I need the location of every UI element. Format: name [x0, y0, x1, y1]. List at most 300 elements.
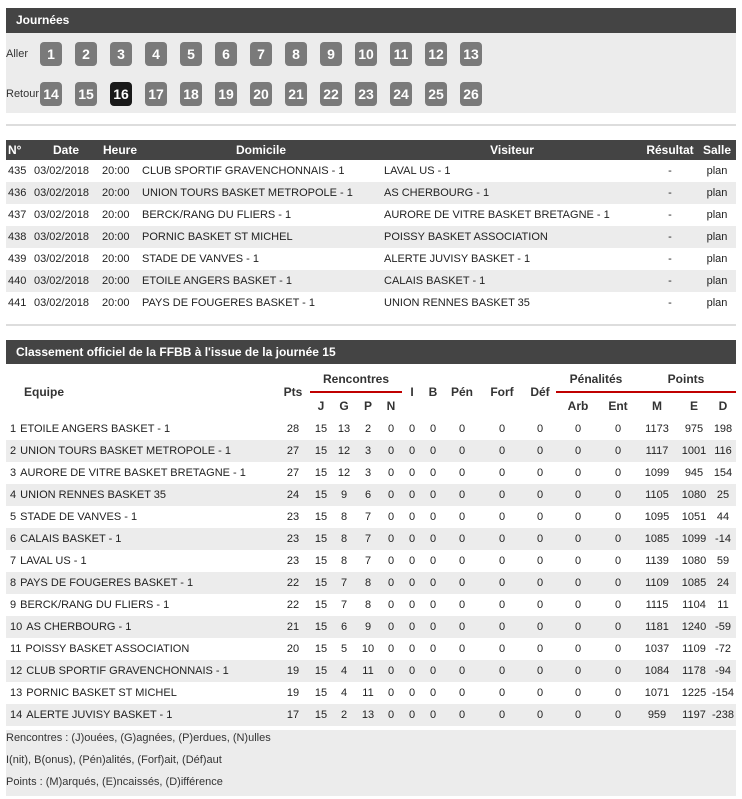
standings-b: 0 — [422, 440, 444, 462]
standings-e: 1099 — [678, 528, 710, 550]
standings-i: 0 — [402, 528, 422, 550]
standings-j: 15 — [310, 660, 332, 682]
standings-pts: 27 — [276, 462, 310, 484]
match-date: 03/02/2018 — [32, 248, 100, 270]
standings-e: 1080 — [678, 484, 710, 506]
standings-pen: 0 — [444, 462, 480, 484]
standings-n: 0 — [380, 440, 402, 462]
standings-i: 0 — [402, 594, 422, 616]
match-row — [6, 160, 736, 182]
standings-p: 11 — [356, 682, 380, 704]
matches-table — [6, 140, 736, 314]
standings-arb: 0 — [556, 462, 600, 484]
standings-team — [6, 528, 276, 550]
standings-pen: 0 — [444, 682, 480, 704]
standings-ent: 0 — [600, 572, 636, 594]
standings-m: 1037 — [636, 638, 678, 660]
col-time: Heure — [100, 140, 140, 160]
standings-b: 0 — [422, 572, 444, 594]
standings-forf: 0 — [480, 462, 524, 484]
standings-j: 15 — [310, 638, 332, 660]
standings-rank: 2 — [10, 445, 17, 457]
standings-table — [6, 366, 736, 726]
standings-pen: 0 — [444, 440, 480, 462]
match-away-team: AS CHERBOURG - 1 — [382, 182, 642, 204]
standings-ent: 0 — [600, 506, 636, 528]
standings-pts: 17 — [276, 704, 310, 726]
match-home-team: PORNIC BASKET ST MICHEL — [140, 226, 382, 248]
standings-n: 0 — [380, 594, 402, 616]
standings-row — [6, 572, 736, 594]
standings-g: 7 — [332, 594, 356, 616]
standings-ent: 0 — [600, 484, 636, 506]
match-number: 437 — [6, 204, 32, 226]
standings-n: 0 — [380, 638, 402, 660]
standings-n: 0 — [380, 506, 402, 528]
standings-e: 1178 — [678, 660, 710, 682]
standings-def: 0 — [524, 418, 556, 440]
standings-p: 6 — [356, 484, 380, 506]
standings-d: -59 — [710, 616, 736, 638]
standings-m: 1099 — [636, 462, 678, 484]
col-num: N° — [6, 140, 32, 160]
standings-ent: 0 — [600, 594, 636, 616]
retour-row — [6, 79, 736, 109]
col-g: G — [339, 398, 349, 413]
round-button[interactable]: 23 — [355, 82, 377, 106]
match-venue-link[interactable]: plan — [698, 248, 736, 270]
standings-j: 15 — [310, 550, 332, 572]
standings-e: 1051 — [678, 506, 710, 528]
standings-forf: 0 — [480, 528, 524, 550]
match-time: 20:00 — [100, 160, 140, 182]
match-number: 439 — [6, 248, 32, 270]
standings-d: 44 — [710, 506, 736, 528]
standings-def: 0 — [524, 484, 556, 506]
standings-row — [6, 638, 736, 660]
retour-label: Retour — [6, 88, 40, 100]
round-button[interactable]: 20 — [250, 82, 272, 106]
standings-g: 12 — [332, 440, 356, 462]
standings-team — [6, 550, 276, 572]
standings-g: 6 — [332, 616, 356, 638]
standings-i: 0 — [402, 462, 422, 484]
round-button[interactable]: 4 — [145, 42, 167, 66]
round-button[interactable]: 2 — [75, 42, 97, 66]
standings-m: 1181 — [636, 616, 678, 638]
col-init: I — [410, 385, 414, 399]
standings-i: 0 — [402, 682, 422, 704]
standings-m: 1084 — [636, 660, 678, 682]
standings-def: 0 — [524, 682, 556, 704]
standings-p: 3 — [356, 440, 380, 462]
standings-team-name: CALAIS BASKET - 1 — [20, 533, 122, 545]
standings-arb: 0 — [556, 418, 600, 440]
standings-team — [6, 484, 276, 506]
standings-team-name: AURORE DE VITRE BASKET BRETAGNE - 1 — [20, 467, 246, 479]
round-button[interactable]: 8 — [285, 42, 307, 66]
standings-m: 1115 — [636, 594, 678, 616]
standings-def: 0 — [524, 572, 556, 594]
standings-d: 25 — [710, 484, 736, 506]
standings-d: 59 — [710, 550, 736, 572]
standings-team-name: ETOILE ANGERS BASKET - 1 — [20, 423, 171, 435]
standings-arb: 0 — [556, 484, 600, 506]
standings-pen: 0 — [444, 616, 480, 638]
standings-e: 1104 — [678, 594, 710, 616]
standings-m: 1085 — [636, 528, 678, 550]
standings-arb: 0 — [556, 594, 600, 616]
standings-row — [6, 418, 736, 440]
standings-def: 0 — [524, 704, 556, 726]
standings-d: -14 — [710, 528, 736, 550]
standings-g: 8 — [332, 506, 356, 528]
match-row — [6, 292, 736, 314]
standings-rank: 3 — [10, 467, 17, 479]
standings-rank: 8 — [10, 577, 17, 589]
standings-e: 1109 — [678, 638, 710, 660]
standings-p: 7 — [356, 506, 380, 528]
standings-j: 15 — [310, 528, 332, 550]
journees-header: Journées — [6, 8, 736, 33]
match-time: 20:00 — [100, 182, 140, 204]
standings-n: 0 — [380, 528, 402, 550]
round-button[interactable]: 21 — [285, 82, 307, 106]
standings-i: 0 — [402, 638, 422, 660]
col-m: M — [652, 398, 662, 413]
standings-b: 0 — [422, 682, 444, 704]
standings-forf: 0 — [480, 594, 524, 616]
standings-i: 0 — [402, 704, 422, 726]
standings-rank: 1 — [10, 423, 17, 435]
round-button[interactable]: 19 — [215, 82, 237, 106]
standings-arb: 0 — [556, 528, 600, 550]
match-home-team: CLUB SPORTIF GRAVENCHONNAIS - 1 — [140, 160, 382, 182]
standings-g: 4 — [332, 682, 356, 704]
standings-j: 15 — [310, 484, 332, 506]
standings-forf: 0 — [480, 638, 524, 660]
col-j: J — [317, 398, 325, 413]
journees-selector — [6, 33, 736, 113]
col-away: Visiteur — [382, 140, 642, 160]
standings-rank: 13 — [10, 687, 23, 699]
col-date: Date — [32, 140, 100, 160]
standings-def: 0 — [524, 550, 556, 572]
standings-forf: 0 — [480, 484, 524, 506]
standings-i: 0 — [402, 418, 422, 440]
standings-g: 13 — [332, 418, 356, 440]
col-home: Domicile — [140, 140, 382, 160]
standings-pts: 19 — [276, 660, 310, 682]
standings-arb: 0 — [556, 440, 600, 462]
standings-row — [6, 528, 736, 550]
standings-b: 0 — [422, 704, 444, 726]
standings-g: 5 — [332, 638, 356, 660]
standings-arb: 0 — [556, 550, 600, 572]
standings-p: 9 — [356, 616, 380, 638]
match-number: 435 — [6, 160, 32, 182]
standings-forf: 0 — [480, 506, 524, 528]
match-venue-link[interactable]: plan — [698, 270, 736, 292]
standings-n: 0 — [380, 572, 402, 594]
standings-n: 0 — [380, 682, 402, 704]
match-number: 441 — [6, 292, 32, 314]
standings-m: 1105 — [636, 484, 678, 506]
standings-def: 0 — [524, 528, 556, 550]
match-home-team: UNION TOURS BASKET METROPOLE - 1 — [140, 182, 382, 204]
matches-header-row — [6, 140, 736, 160]
match-venue-link[interactable]: plan — [698, 182, 736, 204]
standings-n: 0 — [380, 550, 402, 572]
standings-d: -94 — [710, 660, 736, 682]
standings-team — [6, 704, 276, 726]
col-group-points: Points — [636, 366, 736, 392]
standings-e: 1080 — [678, 550, 710, 572]
standings-team-name: LAVAL US - 1 — [20, 555, 87, 567]
match-result: - — [642, 182, 698, 204]
standings-team — [6, 594, 276, 616]
standings-row — [6, 594, 736, 616]
standings-header: Classement officiel de la FFBB à l'issue de la journée 15 — [6, 340, 736, 364]
standings-n: 0 — [380, 704, 402, 726]
round-button[interactable]: 6 — [215, 42, 237, 66]
standings-g: 9 — [332, 484, 356, 506]
standings-team-name: UNION RENNES BASKET 35 — [20, 489, 167, 501]
match-away-team: UNION RENNES BASKET 35 — [382, 292, 642, 314]
col-arb: Arb — [567, 398, 589, 413]
match-away-team: LAVAL US - 1 — [382, 160, 642, 182]
standings-j: 15 — [310, 616, 332, 638]
standings-team — [6, 440, 276, 462]
round-button[interactable]: 26 — [460, 82, 482, 106]
match-venue-link[interactable]: plan — [698, 204, 736, 226]
match-home-team: STADE DE VANVES - 1 — [140, 248, 382, 270]
standings-i: 0 — [402, 484, 422, 506]
col-def: Déf — [530, 385, 550, 399]
round-button[interactable]: 13 — [460, 42, 482, 66]
standings-rank: 12 — [10, 665, 23, 677]
standings-b: 0 — [422, 660, 444, 682]
standings-def: 0 — [524, 660, 556, 682]
standings-pts: 27 — [276, 440, 310, 462]
standings-g: 2 — [332, 704, 356, 726]
standings-ent: 0 — [600, 660, 636, 682]
standings-p: 13 — [356, 704, 380, 726]
standings-pts: 28 — [276, 418, 310, 440]
standings-team-name: ALERTE JUVISY BASKET - 1 — [26, 709, 173, 721]
round-button[interactable]: 17 — [145, 82, 167, 106]
round-button[interactable]: 1 — [40, 42, 62, 66]
standings-pen: 0 — [444, 550, 480, 572]
standings-n: 0 — [380, 484, 402, 506]
standings-pen: 0 — [444, 660, 480, 682]
standings-rank: 5 — [10, 511, 17, 523]
standings-j: 15 — [310, 594, 332, 616]
aller-row — [6, 39, 736, 69]
standings-row — [6, 704, 736, 726]
standings-b: 0 — [422, 638, 444, 660]
standings-rank: 10 — [10, 621, 23, 633]
match-date: 03/02/2018 — [32, 204, 100, 226]
standings-ent: 0 — [600, 440, 636, 462]
standings-m: 959 — [636, 704, 678, 726]
standings-e: 1225 — [678, 682, 710, 704]
standings-j: 15 — [310, 462, 332, 484]
col-n: N — [386, 398, 396, 413]
match-result: - — [642, 292, 698, 314]
col-d: D — [718, 398, 728, 413]
standings-pen: 0 — [444, 704, 480, 726]
standings-row — [6, 462, 736, 484]
legend — [6, 730, 736, 796]
round-button[interactable]: 11 — [390, 42, 412, 66]
match-row — [6, 226, 736, 248]
round-button[interactable]: 25 — [425, 82, 447, 106]
round-button[interactable]: 18 — [180, 82, 202, 106]
standings-arb: 0 — [556, 506, 600, 528]
standings-ent: 0 — [600, 418, 636, 440]
match-row — [6, 204, 736, 226]
standings-row — [6, 440, 736, 462]
standings-g: 12 — [332, 462, 356, 484]
match-date: 03/02/2018 — [32, 160, 100, 182]
standings-forf: 0 — [480, 616, 524, 638]
match-away-team: CALAIS BASKET - 1 — [382, 270, 642, 292]
standings-e: 1085 — [678, 572, 710, 594]
standings-e: 975 — [678, 418, 710, 440]
round-button[interactable]: 5 — [180, 42, 202, 66]
standings-team-name: BERCK/RANG DU FLIERS - 1 — [20, 599, 170, 611]
standings-row — [6, 616, 736, 638]
standings-n: 0 — [380, 660, 402, 682]
round-button[interactable]: 9 — [320, 42, 342, 66]
standings-forf: 0 — [480, 704, 524, 726]
round-button[interactable]: 12 — [425, 42, 447, 66]
match-result: - — [642, 160, 698, 182]
standings-team-name: CLUB SPORTIF GRAVENCHONNAIS - 1 — [26, 665, 229, 677]
standings-j: 15 — [310, 506, 332, 528]
standings-team-name: AS CHERBOURG - 1 — [26, 621, 132, 633]
standings-rank: 11 — [10, 643, 22, 655]
standings-team — [6, 616, 276, 638]
standings-def: 0 — [524, 506, 556, 528]
standings-p: 7 — [356, 528, 380, 550]
standings-forf: 0 — [480, 572, 524, 594]
legend-rencontres: Rencontres : (J)ouées, (G)agnées, (P)erdues, (N)ulles — [6, 732, 271, 744]
standings-row — [6, 660, 736, 682]
standings-d: -72 — [710, 638, 736, 660]
standings-b: 0 — [422, 462, 444, 484]
standings-forf: 0 — [480, 440, 524, 462]
standings-i: 0 — [402, 660, 422, 682]
legend-columns: I(nit), B(onus), (Pén)alités, (Forf)ait, (Déf)aut — [6, 754, 222, 766]
col-result: Résultat — [642, 140, 698, 160]
match-result: - — [642, 248, 698, 270]
standings-m: 1071 — [636, 682, 678, 704]
match-venue-link[interactable]: plan — [698, 292, 736, 314]
standings-pts: 22 — [276, 572, 310, 594]
round-button[interactable]: 16 — [110, 82, 132, 106]
standings-pen: 0 — [444, 594, 480, 616]
col-pts: Pts — [283, 385, 303, 399]
match-venue-link[interactable]: plan — [698, 226, 736, 248]
col-team: Equipe — [24, 385, 65, 399]
round-button[interactable]: 24 — [390, 82, 412, 106]
standings-pen: 0 — [444, 572, 480, 594]
round-button[interactable]: 7 — [250, 42, 272, 66]
standings-team — [6, 572, 276, 594]
standings-team-name: STADE DE VANVES - 1 — [20, 511, 138, 523]
standings-g: 7 — [332, 572, 356, 594]
standings-def: 0 — [524, 462, 556, 484]
match-number: 436 — [6, 182, 32, 204]
standings-forf: 0 — [480, 660, 524, 682]
round-button[interactable]: 3 — [110, 42, 132, 66]
standings-rank: 6 — [10, 533, 17, 545]
match-home-team: ETOILE ANGERS BASKET - 1 — [140, 270, 382, 292]
standings-team — [6, 638, 276, 660]
standings-pts: 21 — [276, 616, 310, 638]
standings-ent: 0 — [600, 550, 636, 572]
match-result: - — [642, 226, 698, 248]
standings-d: 154 — [710, 462, 736, 484]
round-button[interactable]: 14 — [40, 82, 62, 106]
standings-m: 1117 — [636, 440, 678, 462]
standings-ent: 0 — [600, 638, 636, 660]
standings-d: -238 — [710, 704, 736, 726]
standings-b: 0 — [422, 550, 444, 572]
col-venue: Salle — [698, 140, 736, 160]
standings-arb: 0 — [556, 572, 600, 594]
col-e: E — [689, 398, 698, 413]
match-time: 20:00 — [100, 248, 140, 270]
standings-m: 1139 — [636, 550, 678, 572]
standings-ent: 0 — [600, 462, 636, 484]
standings-pen: 0 — [444, 484, 480, 506]
standings-def: 0 — [524, 440, 556, 462]
match-date: 03/02/2018 — [32, 270, 100, 292]
standings-e: 945 — [678, 462, 710, 484]
standings-rank: 14 — [10, 709, 23, 721]
standings-rank: 7 — [10, 555, 17, 567]
standings-p: 10 — [356, 638, 380, 660]
standings-def: 0 — [524, 594, 556, 616]
standings-pen: 0 — [444, 506, 480, 528]
standings-ent: 0 — [600, 704, 636, 726]
standings-pen: 0 — [444, 528, 480, 550]
match-time: 20:00 — [100, 204, 140, 226]
standings-d: -154 — [710, 682, 736, 704]
match-date: 03/02/2018 — [32, 182, 100, 204]
round-button[interactable]: 10 — [355, 42, 377, 66]
standings-rank: 9 — [10, 599, 17, 611]
divider — [6, 324, 736, 326]
match-time: 20:00 — [100, 270, 140, 292]
match-time: 20:00 — [100, 226, 140, 248]
match-away-team: POISSY BASKET ASSOCIATION — [382, 226, 642, 248]
match-row — [6, 270, 736, 292]
divider — [6, 124, 736, 126]
round-button[interactable]: 22 — [320, 82, 342, 106]
standings-row — [6, 682, 736, 704]
standings-m: 1109 — [636, 572, 678, 594]
standings-row — [6, 484, 736, 506]
standings-forf: 0 — [480, 682, 524, 704]
round-button[interactable]: 15 — [75, 82, 97, 106]
standings-n: 0 — [380, 418, 402, 440]
col-pen: Pén — [450, 385, 473, 399]
match-venue-link[interactable]: plan — [698, 160, 736, 182]
